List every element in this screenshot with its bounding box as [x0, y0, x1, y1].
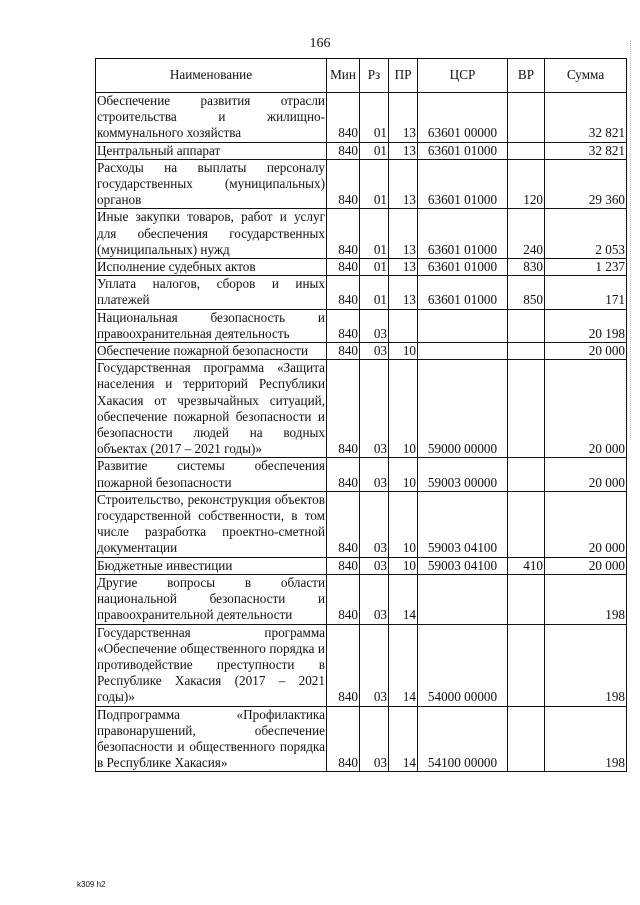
table-row: [96, 624, 627, 706]
cell-vr: 850: [508, 276, 545, 309]
cell-sum: 1 237: [545, 259, 627, 276]
cell-csr: [418, 343, 508, 360]
cell-sum: 20 000: [545, 360, 627, 458]
cell-rz: 01: [360, 259, 389, 276]
table-row: [96, 706, 627, 772]
cell-min: 840: [327, 360, 360, 458]
cell-csr: 59003 04100: [418, 557, 508, 574]
cell-rz: 03: [360, 309, 389, 342]
cell-sum: 20 000: [545, 557, 627, 574]
cell-name: Обеспечение развития отрасли строительства и жилищно-коммунального хозяйства: [97, 93, 325, 141]
header-pr: ПР: [389, 59, 418, 93]
cell-rz: 03: [360, 491, 389, 557]
cell-pr: [389, 309, 418, 342]
header-csr: ЦСР: [418, 59, 508, 93]
cell-name: Обеспечение пожарной безопасности: [96, 343, 327, 360]
cell-min: 840: [327, 343, 360, 360]
cell-name: Расходы на выплаты персоналу государственных (муниципальных) органов: [97, 159, 325, 208]
table-row: [96, 491, 627, 557]
cell-name: Бюджетные инвестиции: [96, 557, 327, 574]
cell-vr: [508, 93, 545, 143]
cell-name: Национальная безопасность и правоохранительная деятельность: [97, 309, 325, 341]
cell-pr: 13: [389, 209, 418, 259]
cell-min: 840: [327, 276, 360, 309]
cell-csr: 63601 01000: [418, 259, 508, 276]
cell-sum: 20 000: [545, 491, 627, 557]
cell-name: Другие вопросы в области национальной безопасности и правоохранительной деятельности: [97, 574, 325, 623]
table-row: [96, 209, 627, 259]
cell-rz: 03: [360, 557, 389, 574]
cell-min: 840: [327, 259, 360, 276]
header-sum: Сумма: [545, 59, 627, 93]
cell-csr: [418, 309, 508, 342]
cell-pr: 14: [389, 624, 418, 706]
cell-pr: 10: [389, 458, 418, 491]
table-row: [96, 458, 627, 491]
footer-code: k309 h2: [77, 880, 106, 889]
cell-min: 840: [327, 209, 360, 259]
cell-sum: 29 360: [545, 159, 627, 209]
table-row: [96, 276, 627, 309]
cell-vr: [508, 142, 545, 159]
table-row: [96, 142, 627, 159]
cell-csr: 63601 01000: [418, 142, 508, 159]
table-row: [96, 259, 627, 276]
cell-sum: 171: [545, 276, 627, 309]
cell-pr: 14: [389, 574, 418, 624]
cell-rz: 03: [360, 624, 389, 706]
table-row: [96, 93, 627, 143]
scan-margin-line: [630, 40, 632, 440]
cell-rz: 03: [360, 574, 389, 624]
budget-table: [95, 58, 627, 772]
table-header-row: [96, 59, 627, 93]
cell-csr: 59003 00000: [418, 458, 508, 491]
table-row: [96, 574, 627, 624]
cell-sum: 20 198: [545, 309, 627, 342]
cell-csr: 54100 00000: [418, 706, 508, 772]
cell-vr: 120: [508, 159, 545, 209]
cell-rz: 01: [360, 93, 389, 143]
cell-rz: 01: [360, 142, 389, 159]
cell-min: 840: [327, 557, 360, 574]
cell-vr: [508, 574, 545, 624]
cell-sum: 32 821: [545, 93, 627, 143]
cell-sum: 20 000: [545, 343, 627, 360]
cell-pr: 10: [389, 343, 418, 360]
cell-rz: 01: [360, 209, 389, 259]
cell-pr: 13: [389, 259, 418, 276]
cell-pr: 13: [389, 93, 418, 143]
cell-csr: 63601 01000: [418, 159, 508, 209]
cell-pr: 13: [389, 142, 418, 159]
header-rz: Рз: [360, 59, 389, 93]
cell-name: Развитие системы обеспечения пожарной безопасности: [97, 458, 325, 490]
cell-name: Государственная программа «Обеспечение общественного порядка и противодействие преступности в Республике Хакасия (2017 – 2021 годы)»: [97, 624, 325, 705]
header-min: Мин: [327, 59, 360, 93]
cell-vr: 240: [508, 209, 545, 259]
cell-name: Строительство, реконструкция объектов государственной собственности, в том числе разработка проектно-сметной документации: [97, 491, 325, 556]
cell-sum: 198: [545, 574, 627, 624]
cell-name: Государственная программа «Защита населения и территорий Республики Хакасия от чрезвычайных ситуаций, обеспечение пожарной безопасности и безопасности людей на водных объектах (2017 – 2021 годы)»: [97, 360, 325, 457]
cell-sum: 20 000: [545, 458, 627, 491]
cell-min: 840: [327, 624, 360, 706]
cell-sum: 2 053: [545, 209, 627, 259]
cell-vr: [508, 360, 545, 458]
cell-pr: 10: [389, 360, 418, 458]
cell-csr: 54000 00000: [418, 624, 508, 706]
cell-vr: [508, 309, 545, 342]
cell-name: Уплата налогов, сборов и иных платежей: [97, 276, 325, 308]
table-row: [96, 159, 627, 209]
cell-name: Исполнение судебных актов: [96, 259, 327, 276]
cell-min: 840: [327, 491, 360, 557]
header-name: Наименование: [96, 59, 327, 93]
cell-sum: 198: [545, 706, 627, 772]
cell-vr: [508, 343, 545, 360]
cell-min: 840: [327, 93, 360, 143]
cell-vr: [508, 491, 545, 557]
cell-min: 840: [327, 574, 360, 624]
table-body: [96, 93, 627, 772]
cell-rz: 03: [360, 706, 389, 772]
table-row: [96, 360, 627, 458]
cell-csr: 63601 01000: [418, 209, 508, 259]
cell-rz: 01: [360, 159, 389, 209]
cell-rz: 03: [360, 458, 389, 491]
cell-name: Центральный аппарат: [96, 142, 327, 159]
cell-name: Подпрограмма «Профилактика правонарушений, обеспечение безопасности и общественного порядка в Республике Хакасия»: [97, 706, 325, 771]
cell-vr: [508, 458, 545, 491]
cell-min: 840: [327, 142, 360, 159]
cell-csr: 63601 01000: [418, 276, 508, 309]
cell-csr: 59003 04100: [418, 491, 508, 557]
cell-pr: 13: [389, 276, 418, 309]
cell-rz: 03: [360, 343, 389, 360]
cell-csr: [418, 574, 508, 624]
cell-vr: [508, 624, 545, 706]
cell-vr: [508, 706, 545, 772]
table-row: [96, 557, 627, 574]
cell-csr: 59000 00000: [418, 360, 508, 458]
cell-pr: 13: [389, 159, 418, 209]
cell-rz: 03: [360, 360, 389, 458]
cell-vr: 410: [508, 557, 545, 574]
cell-rz: 01: [360, 276, 389, 309]
table-row: [96, 343, 627, 360]
cell-min: 840: [327, 309, 360, 342]
cell-csr: 63601 00000: [418, 93, 508, 143]
cell-pr: 10: [389, 491, 418, 557]
cell-sum: 32 821: [545, 142, 627, 159]
cell-min: 840: [327, 706, 360, 772]
cell-name: Иные закупки товаров, работ и услуг для обеспечения государственных (муниципальных) нужд: [97, 209, 325, 257]
cell-pr: 14: [389, 706, 418, 772]
cell-pr: 10: [389, 557, 418, 574]
table-row: [96, 309, 627, 342]
cell-sum: 198: [545, 624, 627, 706]
cell-min: 840: [327, 159, 360, 209]
header-vr: ВР: [508, 59, 545, 93]
cell-min: 840: [327, 458, 360, 491]
cell-vr: 830: [508, 259, 545, 276]
page-number: 166: [309, 36, 331, 51]
